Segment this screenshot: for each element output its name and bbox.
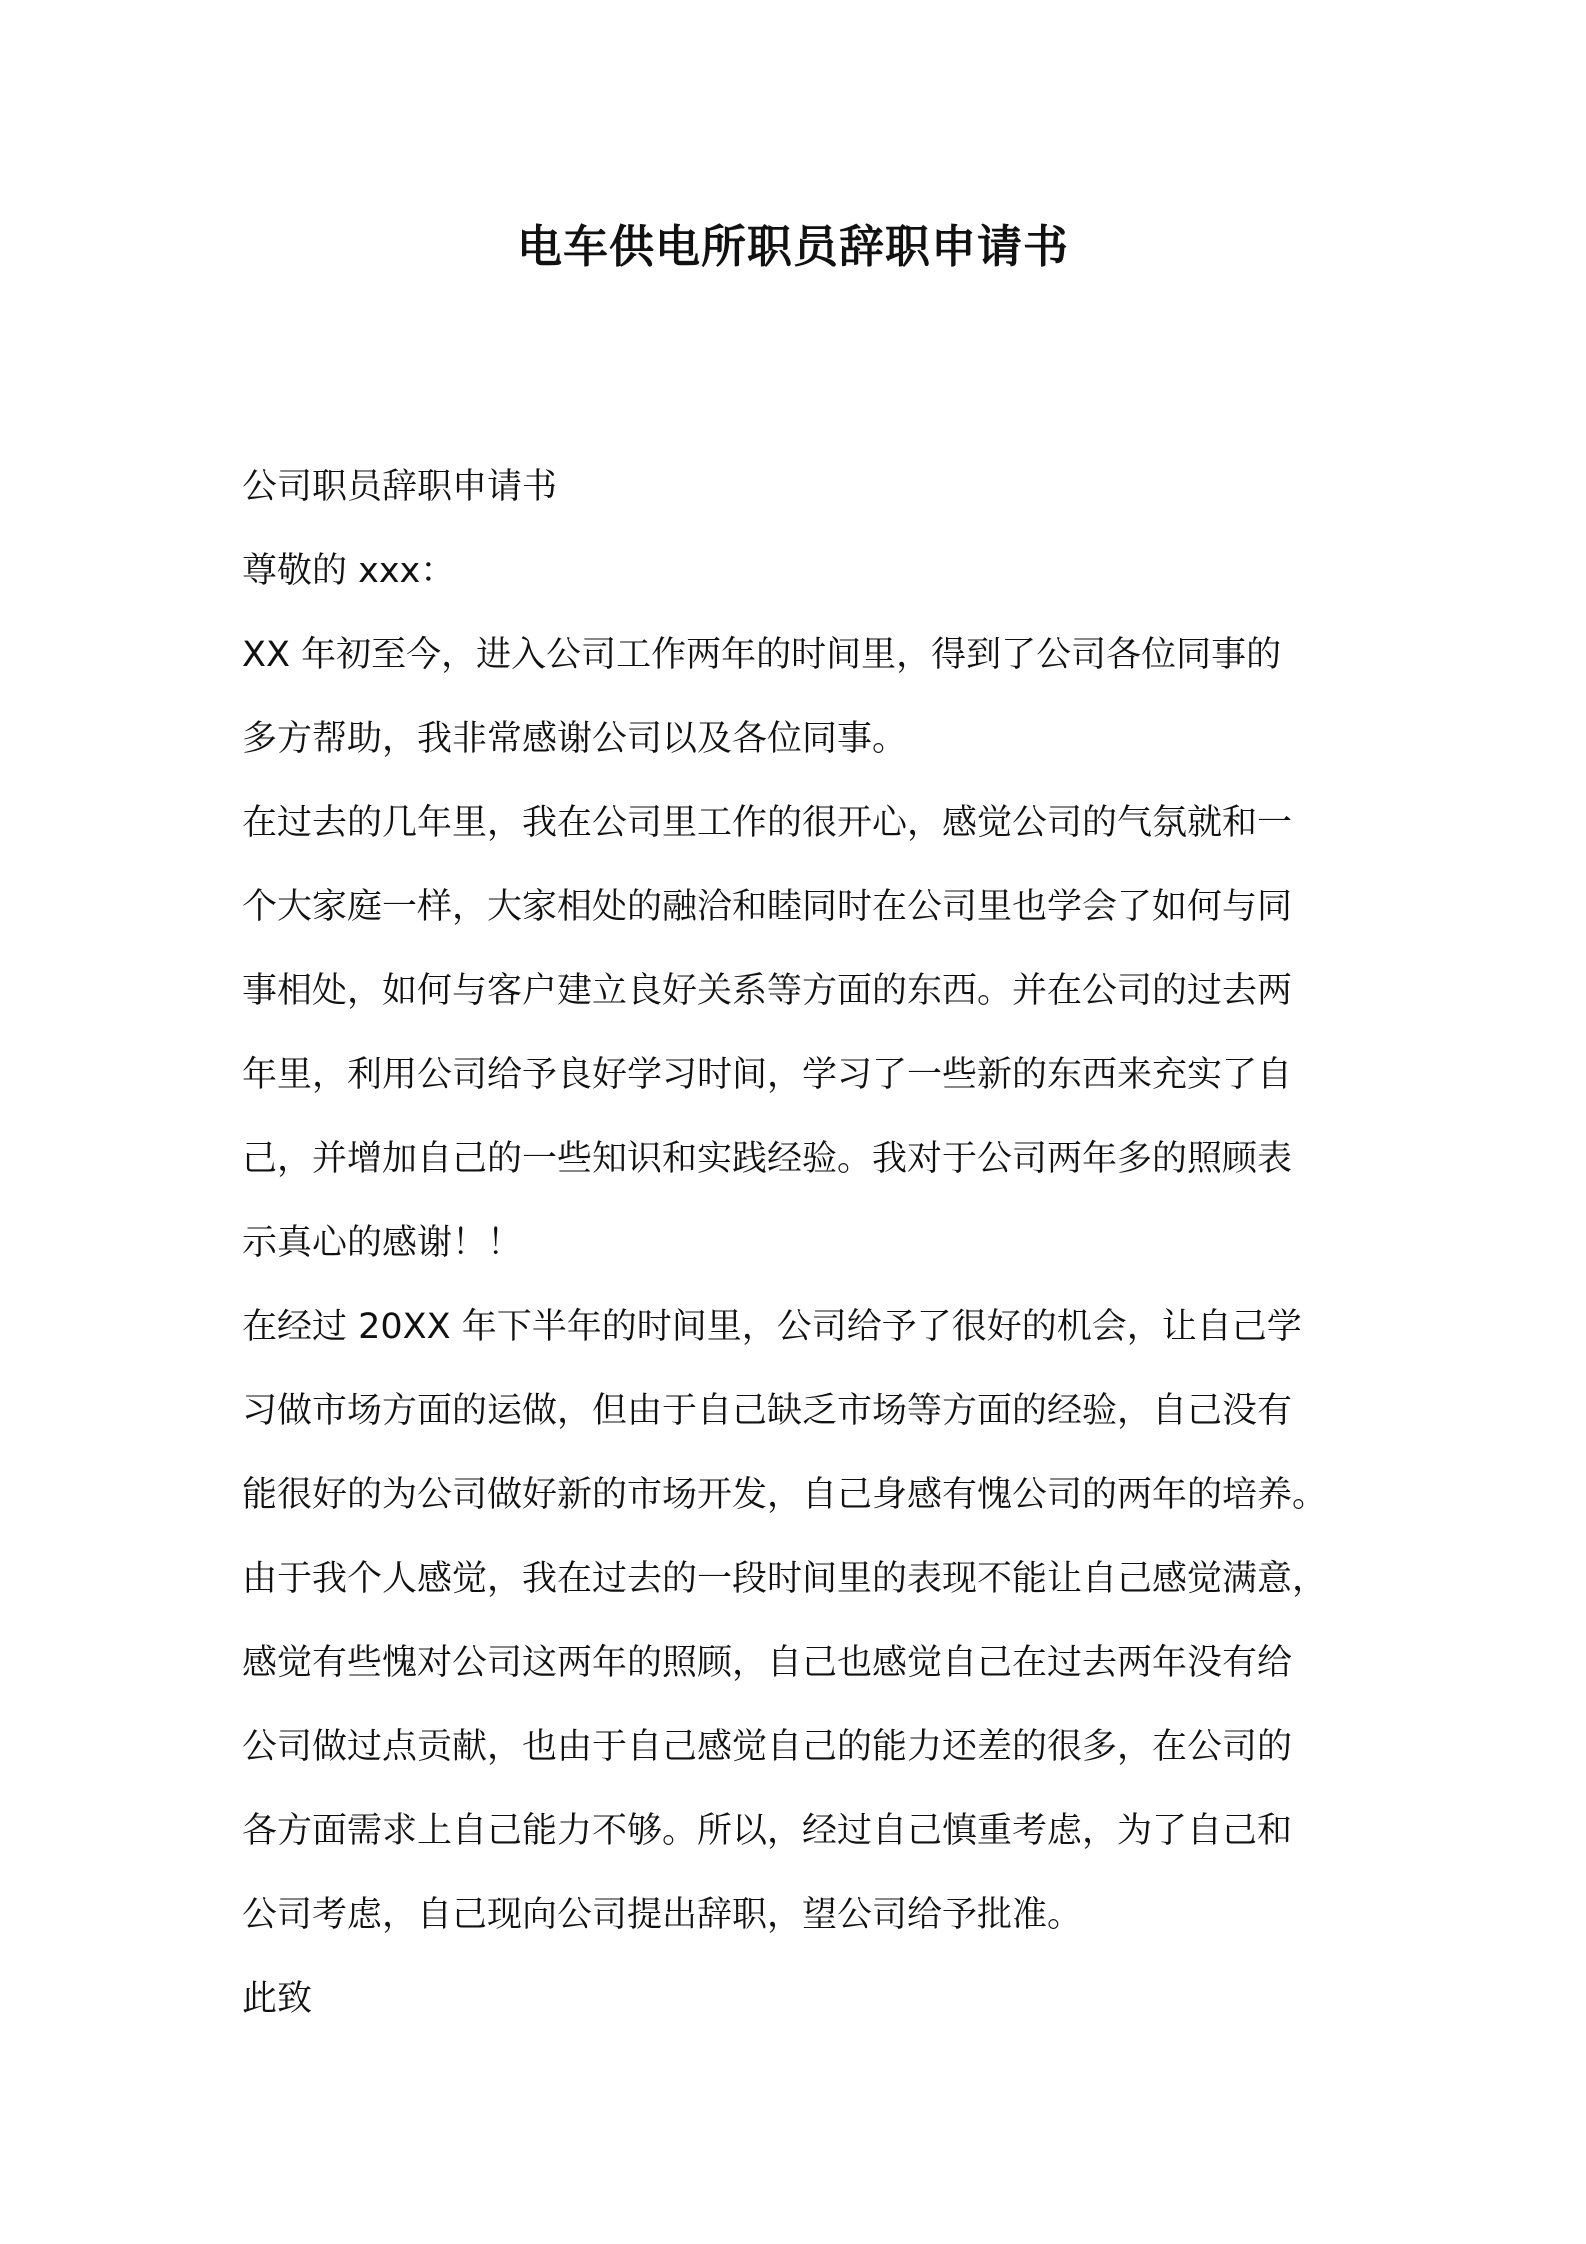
body-line: 感觉有些愧对公司这两年的照顾，自己也感觉自己在过去两年没有给 — [242, 1643, 1293, 1683]
body-line: 能很好的为公司做好新的市场开发，自己身感有愧公司的两年的培养。 — [242, 1475, 1328, 1515]
body-line: 公司做过点贡献，也由于自己感觉自己的能力还差的很多，在公司的 — [242, 1727, 1293, 1767]
body-line: 在经过 20XX 年下半年的时间里，公司给予了很好的机会，让自己学 — [242, 1307, 1302, 1347]
body-line: 示真心的感谢！！ — [242, 1223, 523, 1263]
document-title: 电车供电所职员辞职申请书 — [516, 220, 1069, 273]
body-line: 己，并增加自己的一些知识和实践经验。我对于公司两年多的照顾表 — [242, 1139, 1293, 1179]
body-line: 事相处，如何与客户建立良好关系等方面的东西。并在公司的过去两 — [242, 971, 1293, 1011]
body-line: 多方帮助，我非常感谢公司以及各位同事。 — [242, 719, 908, 759]
body-line: 在过去的几年里，我在公司里工作的很开心，感觉公司的气氛就和一 — [242, 803, 1293, 843]
body-line: 个大家庭一样，大家相处的融洽和睦同时在公司里也学会了如何与同 — [242, 887, 1293, 927]
body-line: 公司考虑，自己现向公司提出辞职，望公司给予批准。 — [242, 1895, 1083, 1935]
closing-line: 此致 — [242, 1979, 313, 2019]
body-line: 各方面需求上自己能力不够。所以，经过自己慎重考虑，为了自己和 — [242, 1811, 1293, 1851]
body-line: 年里，利用公司给予良好学习时间，学习了一些新的东西来充实了自 — [242, 1055, 1293, 1095]
body-line: 由于我个人感觉，我在过去的一段时间里的表现不能让自己感觉满意， — [242, 1559, 1328, 1599]
document-body — [242, 445, 1392, 2041]
salutation-line: 尊敬的 xxx： — [242, 551, 456, 591]
body-line: XX 年初至今，进入公司工作两年的时间里，得到了公司各位同事的 — [242, 635, 1282, 675]
subtitle-line: 公司职员辞职申请书 — [242, 467, 558, 507]
body-line: 习做市场方面的运做，但由于自己缺乏市场等方面的经验，自己没有 — [242, 1391, 1293, 1431]
